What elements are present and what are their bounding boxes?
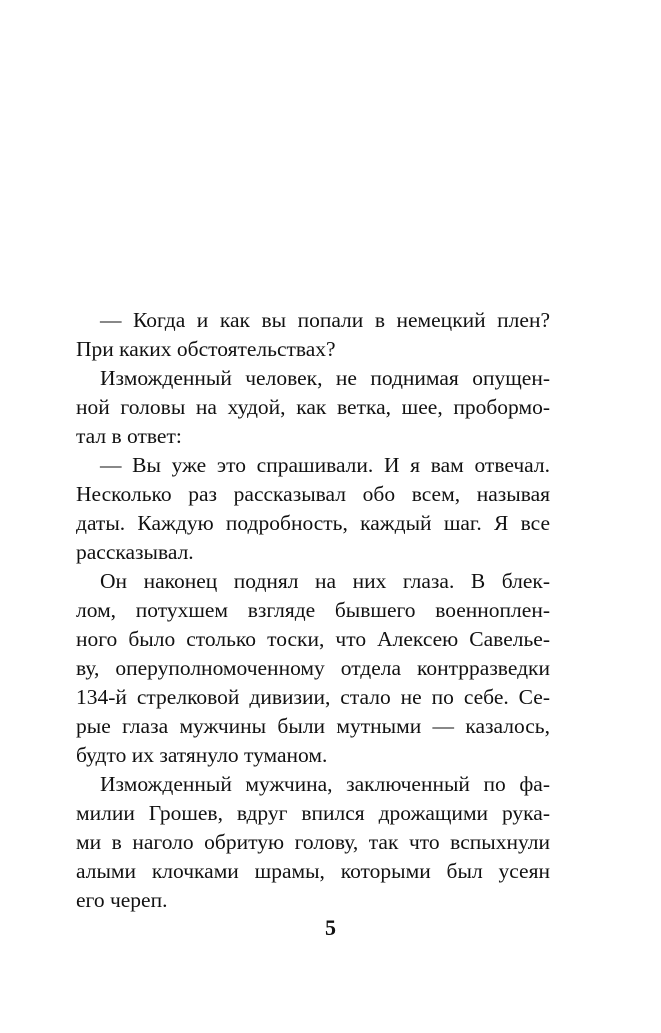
body-text bbox=[76, 306, 550, 915]
text-line: ми в наголо обритую голову, так что вспыхнули bbox=[76, 830, 550, 854]
text-line: даты. Каждую подробность, каждый шаг. Я все bbox=[76, 511, 550, 535]
page-number: 5 bbox=[325, 915, 336, 940]
text-line: лом, потухшем взгляде бывшего военноплен- bbox=[76, 598, 550, 622]
text-line: ной головы на худой, как ветка, шее, пробормо- bbox=[76, 395, 550, 419]
text-line: Изможденный мужчина, заключенный по фа- bbox=[100, 772, 550, 796]
text-line: Изможденный человек, не поднимая опущен- bbox=[100, 366, 550, 390]
text-line: будто их затянуло туманом. bbox=[76, 743, 328, 767]
text-line: тал в ответ: bbox=[76, 424, 182, 448]
text-line: его череп. bbox=[76, 888, 168, 912]
text-line: алыми клочками шрамы, которыми был усеян bbox=[76, 859, 550, 883]
text-line: При каких обстоятельствах? bbox=[76, 337, 336, 361]
text-line: милии Грошев, вдруг впился дрожащими рука- bbox=[76, 801, 550, 825]
text-line: 134-й стрелковой дивизии, стало не по себе. Се- bbox=[76, 685, 550, 709]
text-line: рассказывал. bbox=[76, 540, 194, 564]
text-line: ного было столько тоски, что Алексею Савелье- bbox=[76, 627, 550, 651]
text-line: — Вы уже это спрашивали. И я вам отвечал. bbox=[100, 453, 550, 477]
text-line: Он наконец поднял на них глаза. В блек- bbox=[100, 569, 550, 593]
text-line: рые глаза мужчины были мутными — казалось, bbox=[76, 714, 550, 738]
text-line: Несколько раз рассказывал обо всем, называя bbox=[76, 482, 550, 506]
text-line: — Когда и как вы попали в немецкий плен? bbox=[100, 308, 550, 332]
text-line: ву, оперуполномоченному отдела контрразведки bbox=[76, 656, 550, 680]
